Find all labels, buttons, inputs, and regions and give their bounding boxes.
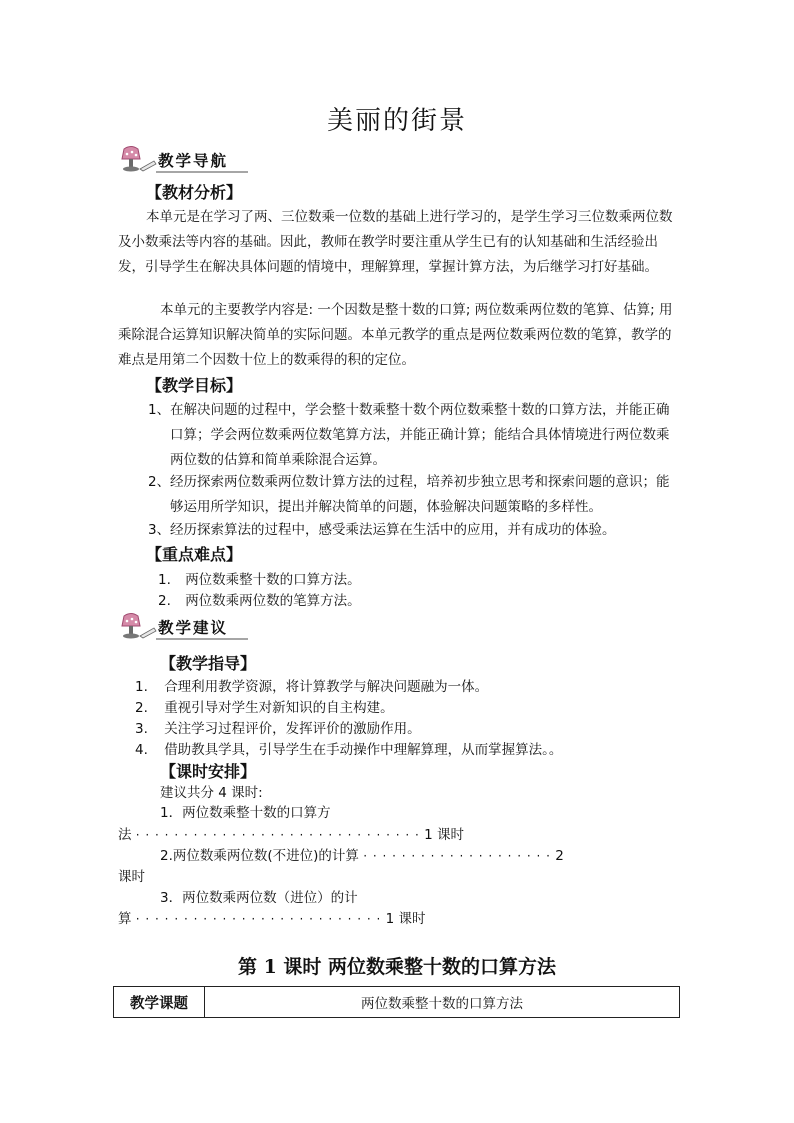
goal-number: 1、 <box>148 402 171 418</box>
guidance-number: 3. <box>135 721 148 737</box>
schedule-item-2-row <box>160 844 564 864</box>
keypoint-number: 1. <box>158 572 171 588</box>
schedule-intro: 建议共分 4 课时: <box>160 785 263 801</box>
analysis-paragraph-1: 本单元是在学习了两、三位数乘一位数的基础上进行学习的，是学生学习三位数乘两位数及小数乘法等内容的基础。因此，教师在教学时要注重从学生已有的认知基础和生活经验出发，引导学生在解决具体问题的情境中，理解算理，掌握计算方法，为后继学习打好基础。 <box>118 209 673 275</box>
table-key-cell: 教学课题 <box>114 987 205 1018</box>
analysis-paragraph-2: 本单元的主要教学内容是: 一个因数是整十数的口算; 两位数乘两位数的笔算、估算; 用乘除混合运算知识解决简单的实际问题。本单元教学的重点是两位数乘两位数的笔算，教学的难点是用第二个因数十位上的数乘得的积的定位。 <box>118 302 673 368</box>
schedule-item-1-title: 1．两位数乘整十数的口算方 <box>160 805 331 821</box>
goal-item <box>148 470 678 520</box>
keypoint-text: 两位数乘两位数的笔算方法。 <box>185 593 361 609</box>
section-heading-goals: 【教学目标】 <box>146 376 243 395</box>
nav-label: 教学建议 <box>158 619 229 637</box>
goal-item <box>148 518 678 543</box>
guidance-number: 1. <box>135 679 148 695</box>
guidance-text: 借助教具学具，引导学生在手动操作中理解算理，从而掌握算法。。 <box>164 742 563 758</box>
keypoint-item <box>158 589 361 609</box>
schedule-item-1-count: 1 课时 <box>424 827 465 843</box>
guidance-text: 重视引导对学生对新知识的自主构建。 <box>164 700 394 716</box>
schedule-item-3-row <box>118 907 426 927</box>
goal-item <box>148 398 678 473</box>
goal-text: 经历探索算法的过程中，感受乘法运算在生活中的应用，并有成功的体验。 <box>170 522 616 538</box>
page-title: 美丽的街景 <box>326 106 467 136</box>
keypoint-number: 2. <box>158 593 171 609</box>
guidance-item <box>135 717 421 737</box>
goal-text: 在解决问题的过程中，学会整十数乘整十数个两位数乘整十数的口算方法，并能正确口算；学会两位数乘两位数笔算方法，并能正确计算；能结合具体情境进行两位数乘两位数的估算和简单乘除混合运算。 <box>170 402 670 468</box>
schedule-item-3-title: 3．两位数乘两位数（进位）的计 <box>160 890 358 906</box>
schedule-item-2-unit: 课时 <box>118 869 145 885</box>
guidance-item <box>135 738 562 758</box>
schedule-item-1-row <box>118 823 464 843</box>
nav-banner-teaching-guide <box>118 145 248 175</box>
section-heading-analysis: 【教材分析】 <box>146 183 243 202</box>
schedule-item-3-count: 1 课时 <box>385 911 426 927</box>
goal-text: 经历探索两位数乘两位数计算方法的过程，培养初步独立思考和探索问题的意识；能够运用所学知识，提出并解决简单的问题，体验解决问题策略的多样性。 <box>170 474 670 515</box>
nav-underline <box>156 636 286 642</box>
guidance-text: 合理利用教学资源，将计算教学与解决问题融为一体。 <box>164 679 489 695</box>
leader-dots: · · · · · · · · · · · · · · · · · · · · · · · · · · <box>135 912 382 926</box>
guidance-item <box>135 675 488 695</box>
schedule-item-2-title: 2.两位数乘两位数(不进位)的计算 <box>160 848 359 864</box>
lesson-title: 第 1 课时 两位数乘整十数的口算方法 <box>237 956 557 978</box>
schedule-item-2-count-num: 2 <box>555 848 564 864</box>
section-heading-keypoints: 【重点难点】 <box>146 545 243 564</box>
guidance-item <box>135 696 394 716</box>
keypoint-text: 两位数乘整十数的口算方法。 <box>185 572 361 588</box>
nav-label: 教学导航 <box>158 152 229 170</box>
lamp-icon <box>118 612 158 644</box>
nav-banner-teaching-advice <box>118 612 248 642</box>
goal-number: 3、 <box>148 522 171 538</box>
lamp-icon <box>118 145 158 177</box>
lesson-table <box>113 986 680 1018</box>
schedule-item-3-cont: 算 <box>118 911 132 927</box>
keypoint-item <box>158 568 361 588</box>
schedule-item-1-cont: 法 <box>118 827 132 843</box>
guidance-number: 2. <box>135 700 148 716</box>
section-heading-guidance: 【教学指导】 <box>160 654 257 673</box>
goal-number: 2、 <box>148 474 171 490</box>
nav-underline <box>156 169 286 175</box>
leader-dots: · · · · · · · · · · · · · · · · · · · · · · · · · · · · · · <box>135 828 420 842</box>
table-row <box>114 987 680 1018</box>
leader-dots: · · · · · · · · · · · · · · · · · · · · <box>363 849 551 863</box>
table-value-cell: 两位数乘整十数的口算方法 <box>205 987 680 1018</box>
section-heading-schedule: 【课时安排】 <box>160 762 257 781</box>
guidance-number: 4. <box>135 742 148 758</box>
guidance-text: 关注学习过程评价，发挥评价的激励作用。 <box>164 721 421 737</box>
